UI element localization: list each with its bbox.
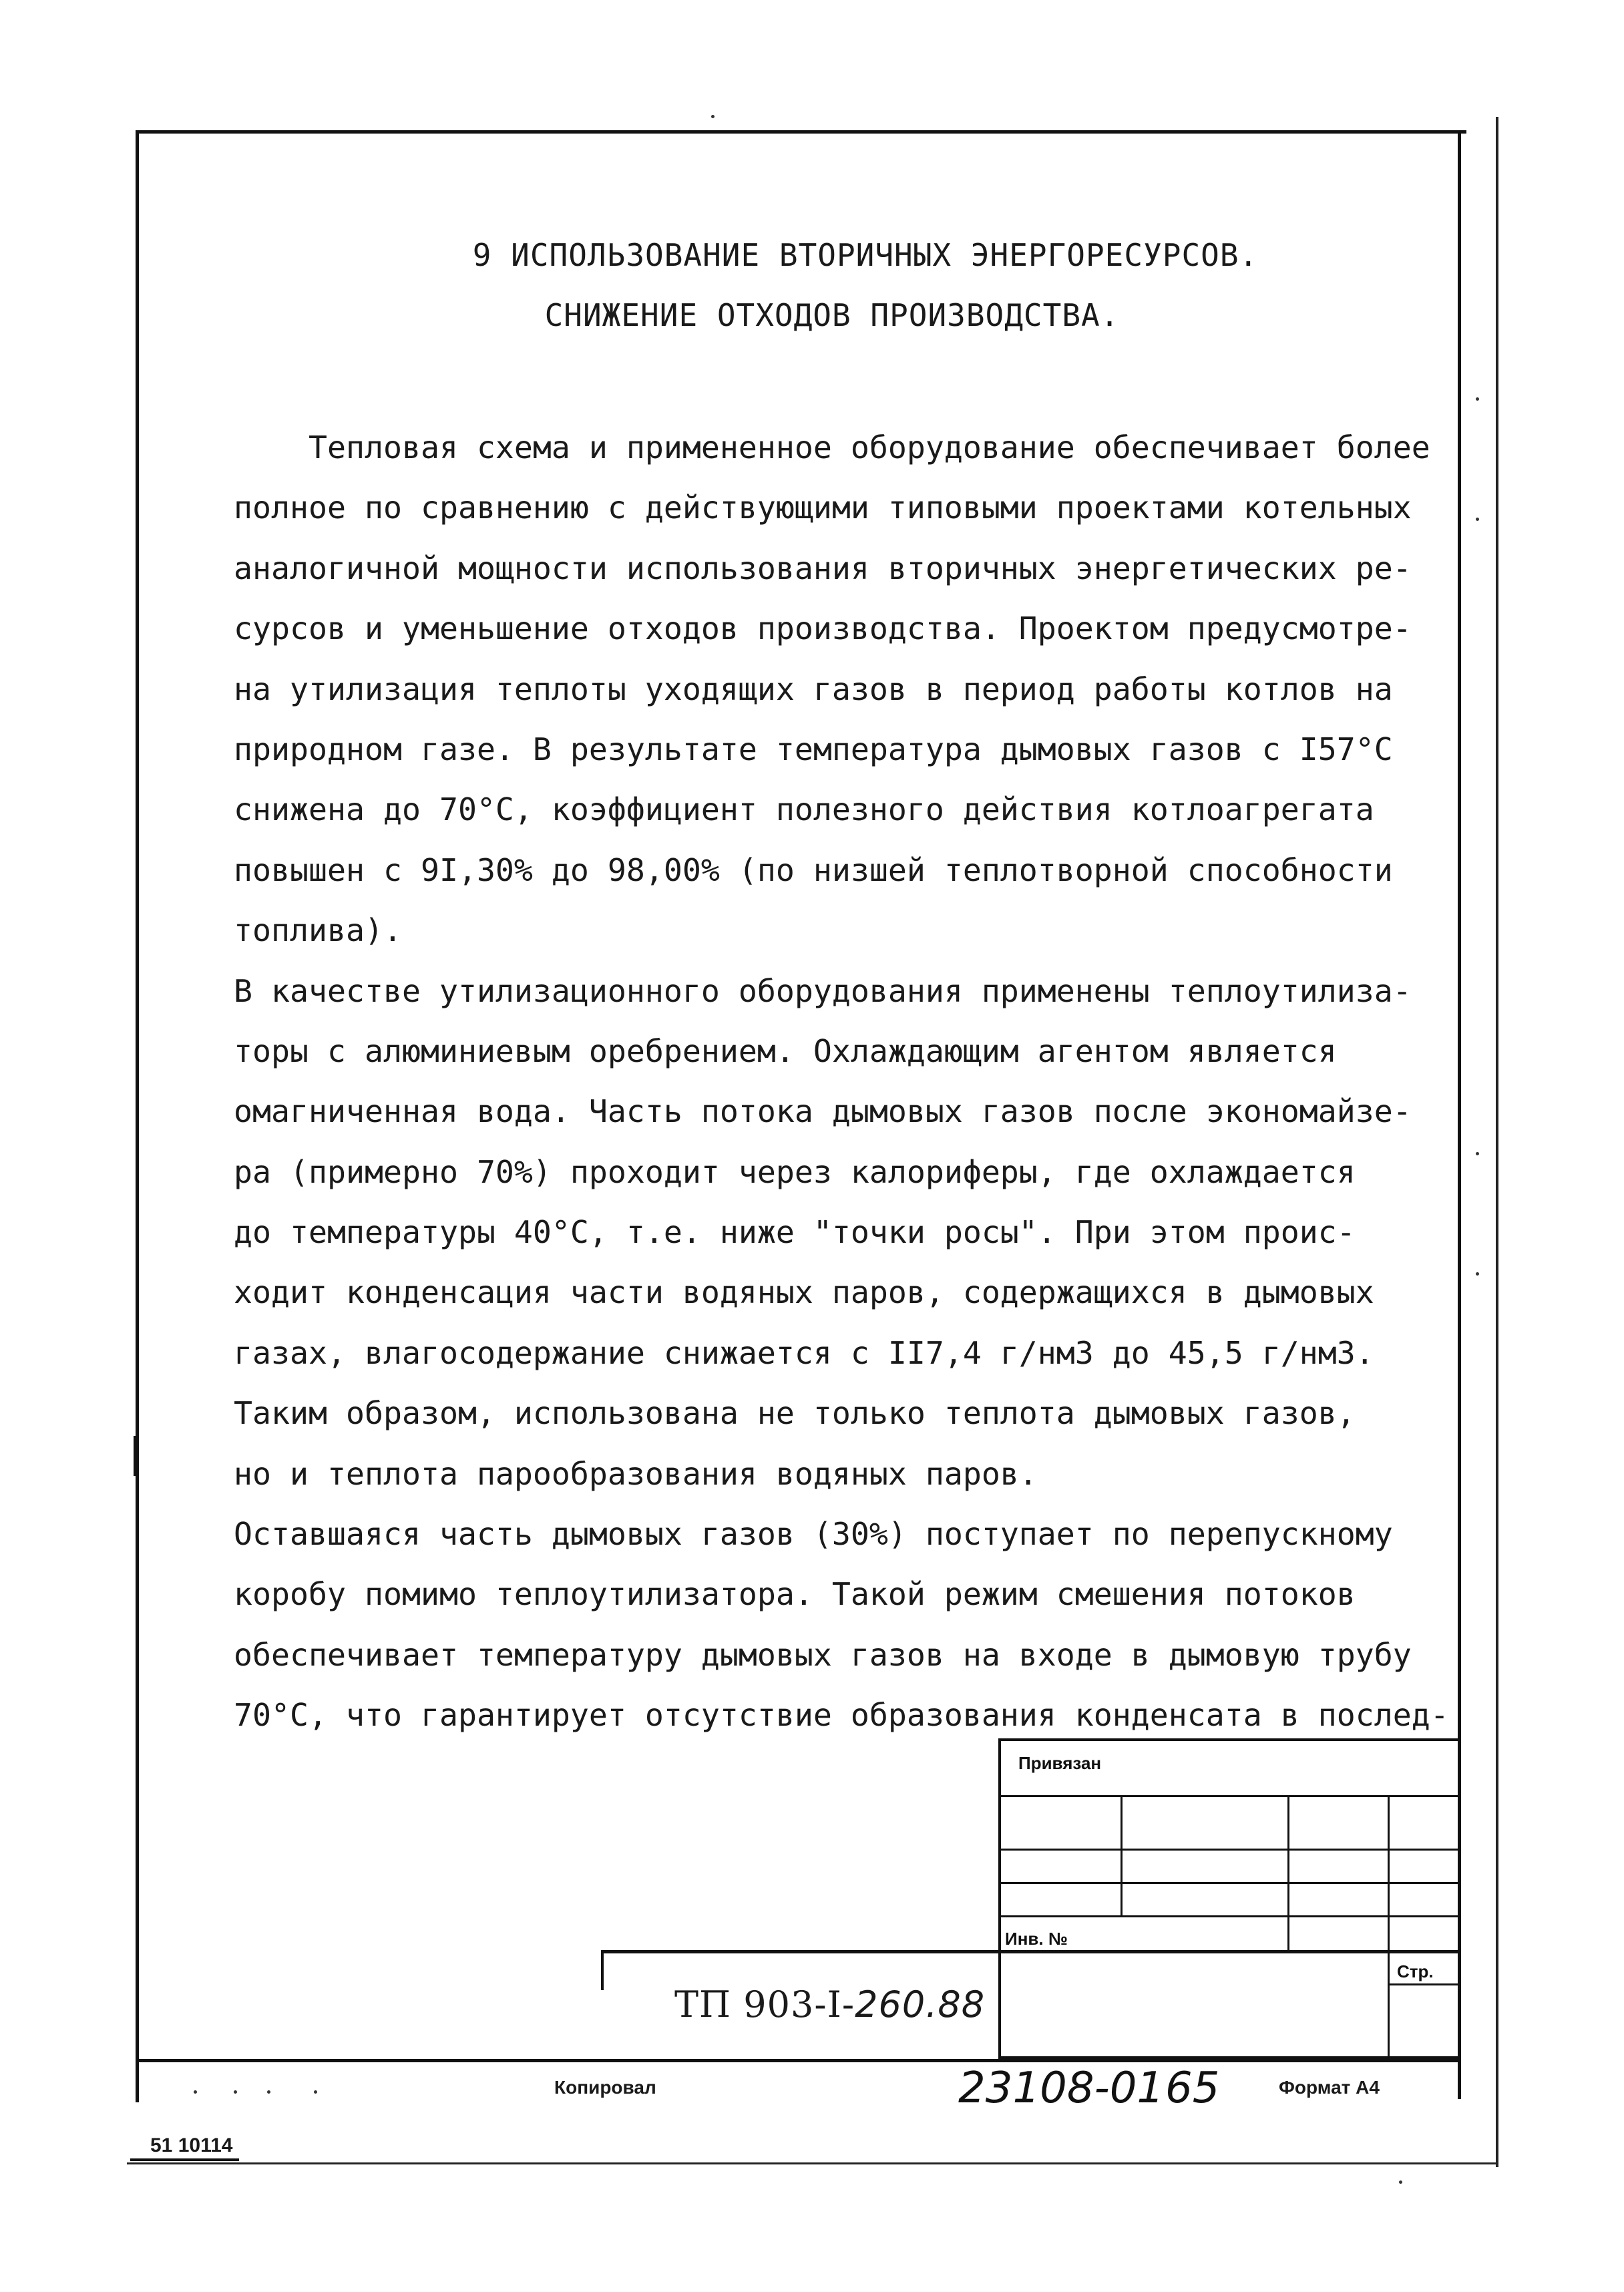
scan-speck: [1476, 518, 1479, 521]
body-line: омагниченная вода. Часть потока дымовых газов после экономайзе-: [234, 1093, 1412, 1130]
scan-speck: [1476, 397, 1479, 401]
page-number: 65: [1165, 2064, 1220, 2113]
title-block-column: [1121, 1795, 1123, 1915]
title-block-rule: [998, 1915, 1461, 1917]
scan-speck: [194, 2090, 197, 2094]
frame-outer-right-border: [1496, 117, 1498, 2167]
body-line: сурсов и уменьшение отходов производства. Проектом предусмотре-: [234, 610, 1412, 647]
body-line: топлива).: [234, 912, 402, 949]
body-line: торы с алюминиевым оребрением. Охлаждающим агентом является: [234, 1032, 1337, 1069]
title-block-column: [1388, 1795, 1390, 2059]
frame-left-tick: [134, 1436, 138, 1476]
title-block-rule-left: [601, 1950, 1002, 1953]
scan-speck: [267, 2090, 270, 2094]
body-line: на утилизация теплоты уходящих газов в период работы котлов на: [234, 671, 1393, 707]
document-code-printed: ТП 903-I-: [674, 1983, 855, 2026]
frame-outer-bottom-border: [127, 2162, 1498, 2164]
section-heading-line2: СНИЖЕНИЕ ОТХОДОВ ПРОИЗВОДСТВА.: [544, 297, 1120, 333]
title-block-tick: [601, 1950, 604, 1990]
title-block-rule: [998, 1849, 1461, 1851]
kopiroval-label: Копировал: [554, 2077, 656, 2098]
body-line: Тепловая схема и примененное оборудование обеспечивает более: [234, 429, 1430, 465]
title-block-rule: [998, 1950, 1461, 1953]
scan-speck: [1476, 1152, 1479, 1155]
title-block-rule: [998, 1795, 1461, 1797]
body-line: до температуры 40°C, т.е. ниже "точки росы". При этом проис-: [234, 1214, 1356, 1251]
scan-speck: [1476, 1272, 1479, 1276]
body-line: В качестве утилизационного оборудования применены теплоутилиза-: [234, 972, 1412, 1009]
body-line: но и теплота парообразования водяных паров.: [234, 1455, 1038, 1492]
scan-speck: [711, 115, 715, 118]
body-line: ра (примерно 70%) проходит через калориферы, где охлаждается: [234, 1153, 1356, 1190]
body-line: обеспечивает температуру дымовых газов на входе в дымовую трубу: [234, 1636, 1412, 1673]
title-block-rule: [1389, 1983, 1461, 1985]
handwritten-number: 23108-01: [958, 2064, 1165, 2113]
body-line: повышен с 9I,30% до 98,00% (по низшей теплотворной способности: [234, 851, 1393, 888]
scan-speck: [234, 2090, 237, 2094]
title-block-rule: [998, 1882, 1461, 1884]
archive-stamp-number: 51 10114: [130, 2134, 239, 2161]
scan-speck: [314, 2090, 317, 2094]
page-label: Стр.: [1397, 1961, 1434, 1981]
body-line: аналогичной мощности использования вторичных энергетических ре-: [234, 550, 1412, 586]
body-line: полное по сравнению с действующими типовыми проектами котельных: [234, 490, 1412, 526]
scan-speck: [1399, 2180, 1402, 2184]
privyazan-label: Привязан: [1018, 1753, 1102, 1773]
body-line: природном газе. В результате температура дымовых газов с I57°C: [234, 731, 1393, 767]
archive-stamp: [130, 2134, 239, 2161]
document-code-handwritten: 260.88: [855, 1983, 986, 2026]
body-line: газах, влагосодержание снижается с II7,4 г/нм3 до 45,5 г/нм3.: [234, 1334, 1374, 1371]
section-heading-line1: 9 ИСПОЛЬЗОВАНИЕ ВТОРИЧНЫХ ЭНЕРГОРЕСУРСОВ.: [472, 237, 1259, 273]
body-line: снижена до 70°C, коэффициент полезного действия котлоагрегата: [234, 791, 1374, 828]
document-code: [674, 1983, 985, 2026]
body-text: [234, 417, 1456, 1746]
frame-bottom-border: [136, 2059, 1461, 2062]
body-line: ходит конденсация части водяных паров, содержащихся в дымовых: [234, 1274, 1374, 1311]
body-line: 70°C, что гарантирует отсутствие образования конденсата в послед-: [234, 1697, 1449, 1734]
title-block-column: [1287, 1795, 1289, 1950]
title-block: [998, 1738, 1461, 2059]
body-line: коробу помимо теплоутилизатора. Такой режим смешения потоков: [234, 1576, 1356, 1613]
body-line: Таким образом, использована не только теплота дымовых газов,: [234, 1395, 1356, 1432]
inv-no-label: Инв. №: [1005, 1929, 1068, 1949]
body-line: Оставшаяся часть дымовых газов (30%) поступает по перепускному: [234, 1516, 1393, 1553]
format-label: Формат А4: [1279, 2077, 1380, 2098]
